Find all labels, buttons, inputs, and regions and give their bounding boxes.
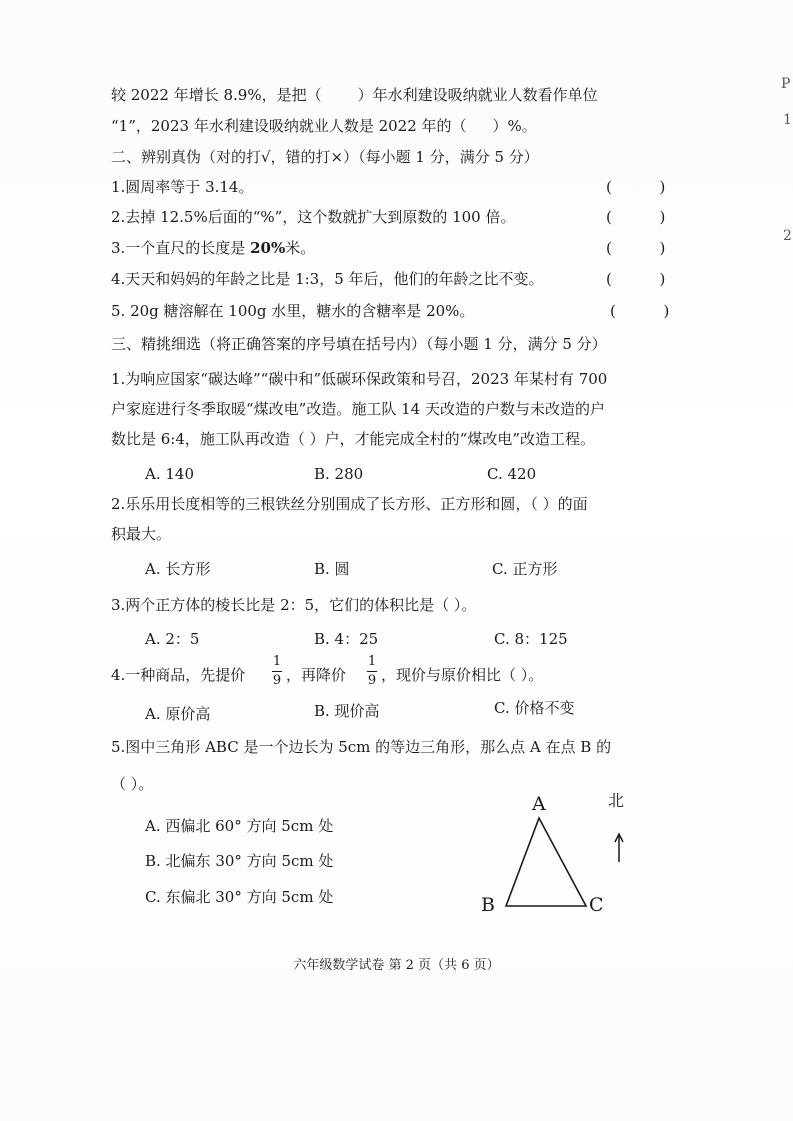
fraction-numerator: 1 [367, 654, 377, 669]
tf-item-2: 2.去掉 12.5%后面的“%”，这个数就扩大到原数的 100 倍。 [111, 208, 516, 226]
mc-q1-line-1: 1.为响应国家“碳达峰”“碳中和”低碳环保政策和号召，2023 年某村有 700 [111, 370, 608, 388]
fraction-one-ninth-1 [272, 655, 282, 688]
mc-q4-part-1: 4.一种商品，先提价 [111, 666, 246, 684]
mc-q3-line-1: 3.两个正方体的棱长比是 2：5，它们的体积比是（ ）。 [111, 596, 477, 614]
tf-answer-4[interactable]: ( ) [606, 270, 666, 288]
intro-line-1 [111, 84, 598, 106]
fraction-bar [367, 671, 377, 672]
mc-q1-option-c[interactable]: C. 420 [487, 465, 537, 483]
mc-q1-option-b[interactable]: B. 280 [314, 465, 364, 483]
edge-mark-3: 2 [783, 228, 792, 244]
tf-item-5: 5. 20g 糖溶解在 100g 水里，糖水的含糖率是 20%。 [111, 302, 475, 320]
mc-q5-line-2: （ ）。 [111, 775, 154, 793]
intro-line-2-part-a: “1”，2023 年水利建设吸纳就业人数是 2022 年的（ [111, 117, 467, 135]
mc-q5-option-c[interactable]: C. 东偏北 30° 方向 5cm 处 [145, 888, 334, 906]
mc-q3-option-b[interactable]: B. 4：25 [314, 630, 379, 648]
mc-q5-option-b[interactable]: B. 北偏东 30° 方向 5cm 处 [145, 852, 334, 870]
tf-answer-3[interactable]: ( ) [606, 239, 666, 257]
edge-mark-1: P [781, 76, 791, 92]
mc-q2-option-a[interactable]: A. 长方形 [145, 560, 211, 578]
fraction-one-ninth-2 [367, 655, 377, 688]
tf-item-3-bold: 20% [250, 239, 286, 257]
mc-q2-option-c[interactable]: C. 正方形 [492, 560, 558, 578]
tf-item-3-post: 米。 [285, 239, 316, 257]
label-b: B [481, 894, 495, 915]
intro-line-1-part-a: 较 2022 年增长 8.9%，是把（ [111, 86, 322, 104]
fraction-numerator: 1 [272, 654, 282, 669]
tf-answer-2[interactable]: ( ) [606, 208, 666, 226]
fraction-denominator: 9 [272, 673, 282, 688]
label-c: C [589, 894, 604, 915]
mc-q1-option-a[interactable]: A. 140 [145, 465, 194, 483]
label-a: A [532, 793, 546, 815]
mc-q4-option-b[interactable]: B. 现价高 [314, 702, 380, 720]
mc-q4-part-2: ，再降价 [286, 666, 347, 684]
mc-q4-part-3: ，现价与原价相比（ ）。 [381, 666, 544, 684]
tf-answer-5[interactable]: ( ) [610, 302, 670, 320]
section-3-title: 三、精挑细选（将正确答案的序号填在括号内）（每小题 1 分，满分 5 分） [111, 335, 607, 353]
page-footer: 六年级数学试卷 第 2 页（共 6 页） [293, 958, 500, 973]
tf-item-1: 1.圆周率等于 3.14。 [111, 178, 254, 196]
tf-item-3 [111, 237, 315, 259]
mc-q2-option-b[interactable]: B. 圆 [314, 560, 350, 578]
mc-q1-line-2: 户家庭进行冬季取暖“煤改电”改造。施工队 14 天改造的户数与未改造的户 [111, 400, 605, 418]
mc-q2-line-2: 积最大。 [111, 525, 172, 543]
mc-q5-option-a[interactable]: A. 西偏北 60° 方向 5cm 处 [145, 817, 334, 835]
section-2-title: 二、辨别真伪（对的打√，错的打×）（每小题 1 分，满分 5 分） [111, 148, 539, 166]
triangle-abc-figure [470, 780, 640, 915]
mc-q4-option-a[interactable]: A. 原价高 [145, 705, 211, 723]
mc-q2-line-1: 2.乐乐用长度相等的三根铁丝分别围成了长方形、正方形和圆，（ ）的面 [111, 495, 588, 513]
intro-line-1-part-b: ）年水利建设吸纳就业人数看作单位 [357, 86, 598, 104]
mc-q4-option-c[interactable]: C. 价格不变 [494, 699, 575, 717]
tf-item-4: 4.天天和妈妈的年龄之比是 1:3，5 年后，他们的年龄之比不变。 [111, 270, 544, 288]
tf-answer-1[interactable]: ( ) [606, 178, 666, 196]
triangle-abc-shape [506, 818, 586, 906]
intro-line-2 [111, 115, 537, 137]
tf-item-3-pre: 3.一个直尺的长度是 [111, 239, 251, 257]
fraction-denominator: 9 [367, 673, 377, 688]
mc-q3-option-c[interactable]: C. 8：125 [494, 630, 568, 648]
intro-line-2-part-b: ）%。 [492, 117, 537, 135]
mc-q1-line-3: 数比是 6:4，施工队再改造（ ）户，才能完成全村的“煤改电”改造工程。 [111, 430, 596, 448]
north-label: 北 [608, 791, 625, 810]
fraction-bar [272, 671, 282, 672]
edge-mark-2: 1 [783, 112, 792, 128]
mc-q3-option-a[interactable]: A. 2：5 [145, 630, 200, 648]
mc-q5-line-1: 5.图中三角形 ABC 是一个边长为 5cm 的等边三角形，那么点 A 在点 B 的 [111, 738, 612, 756]
